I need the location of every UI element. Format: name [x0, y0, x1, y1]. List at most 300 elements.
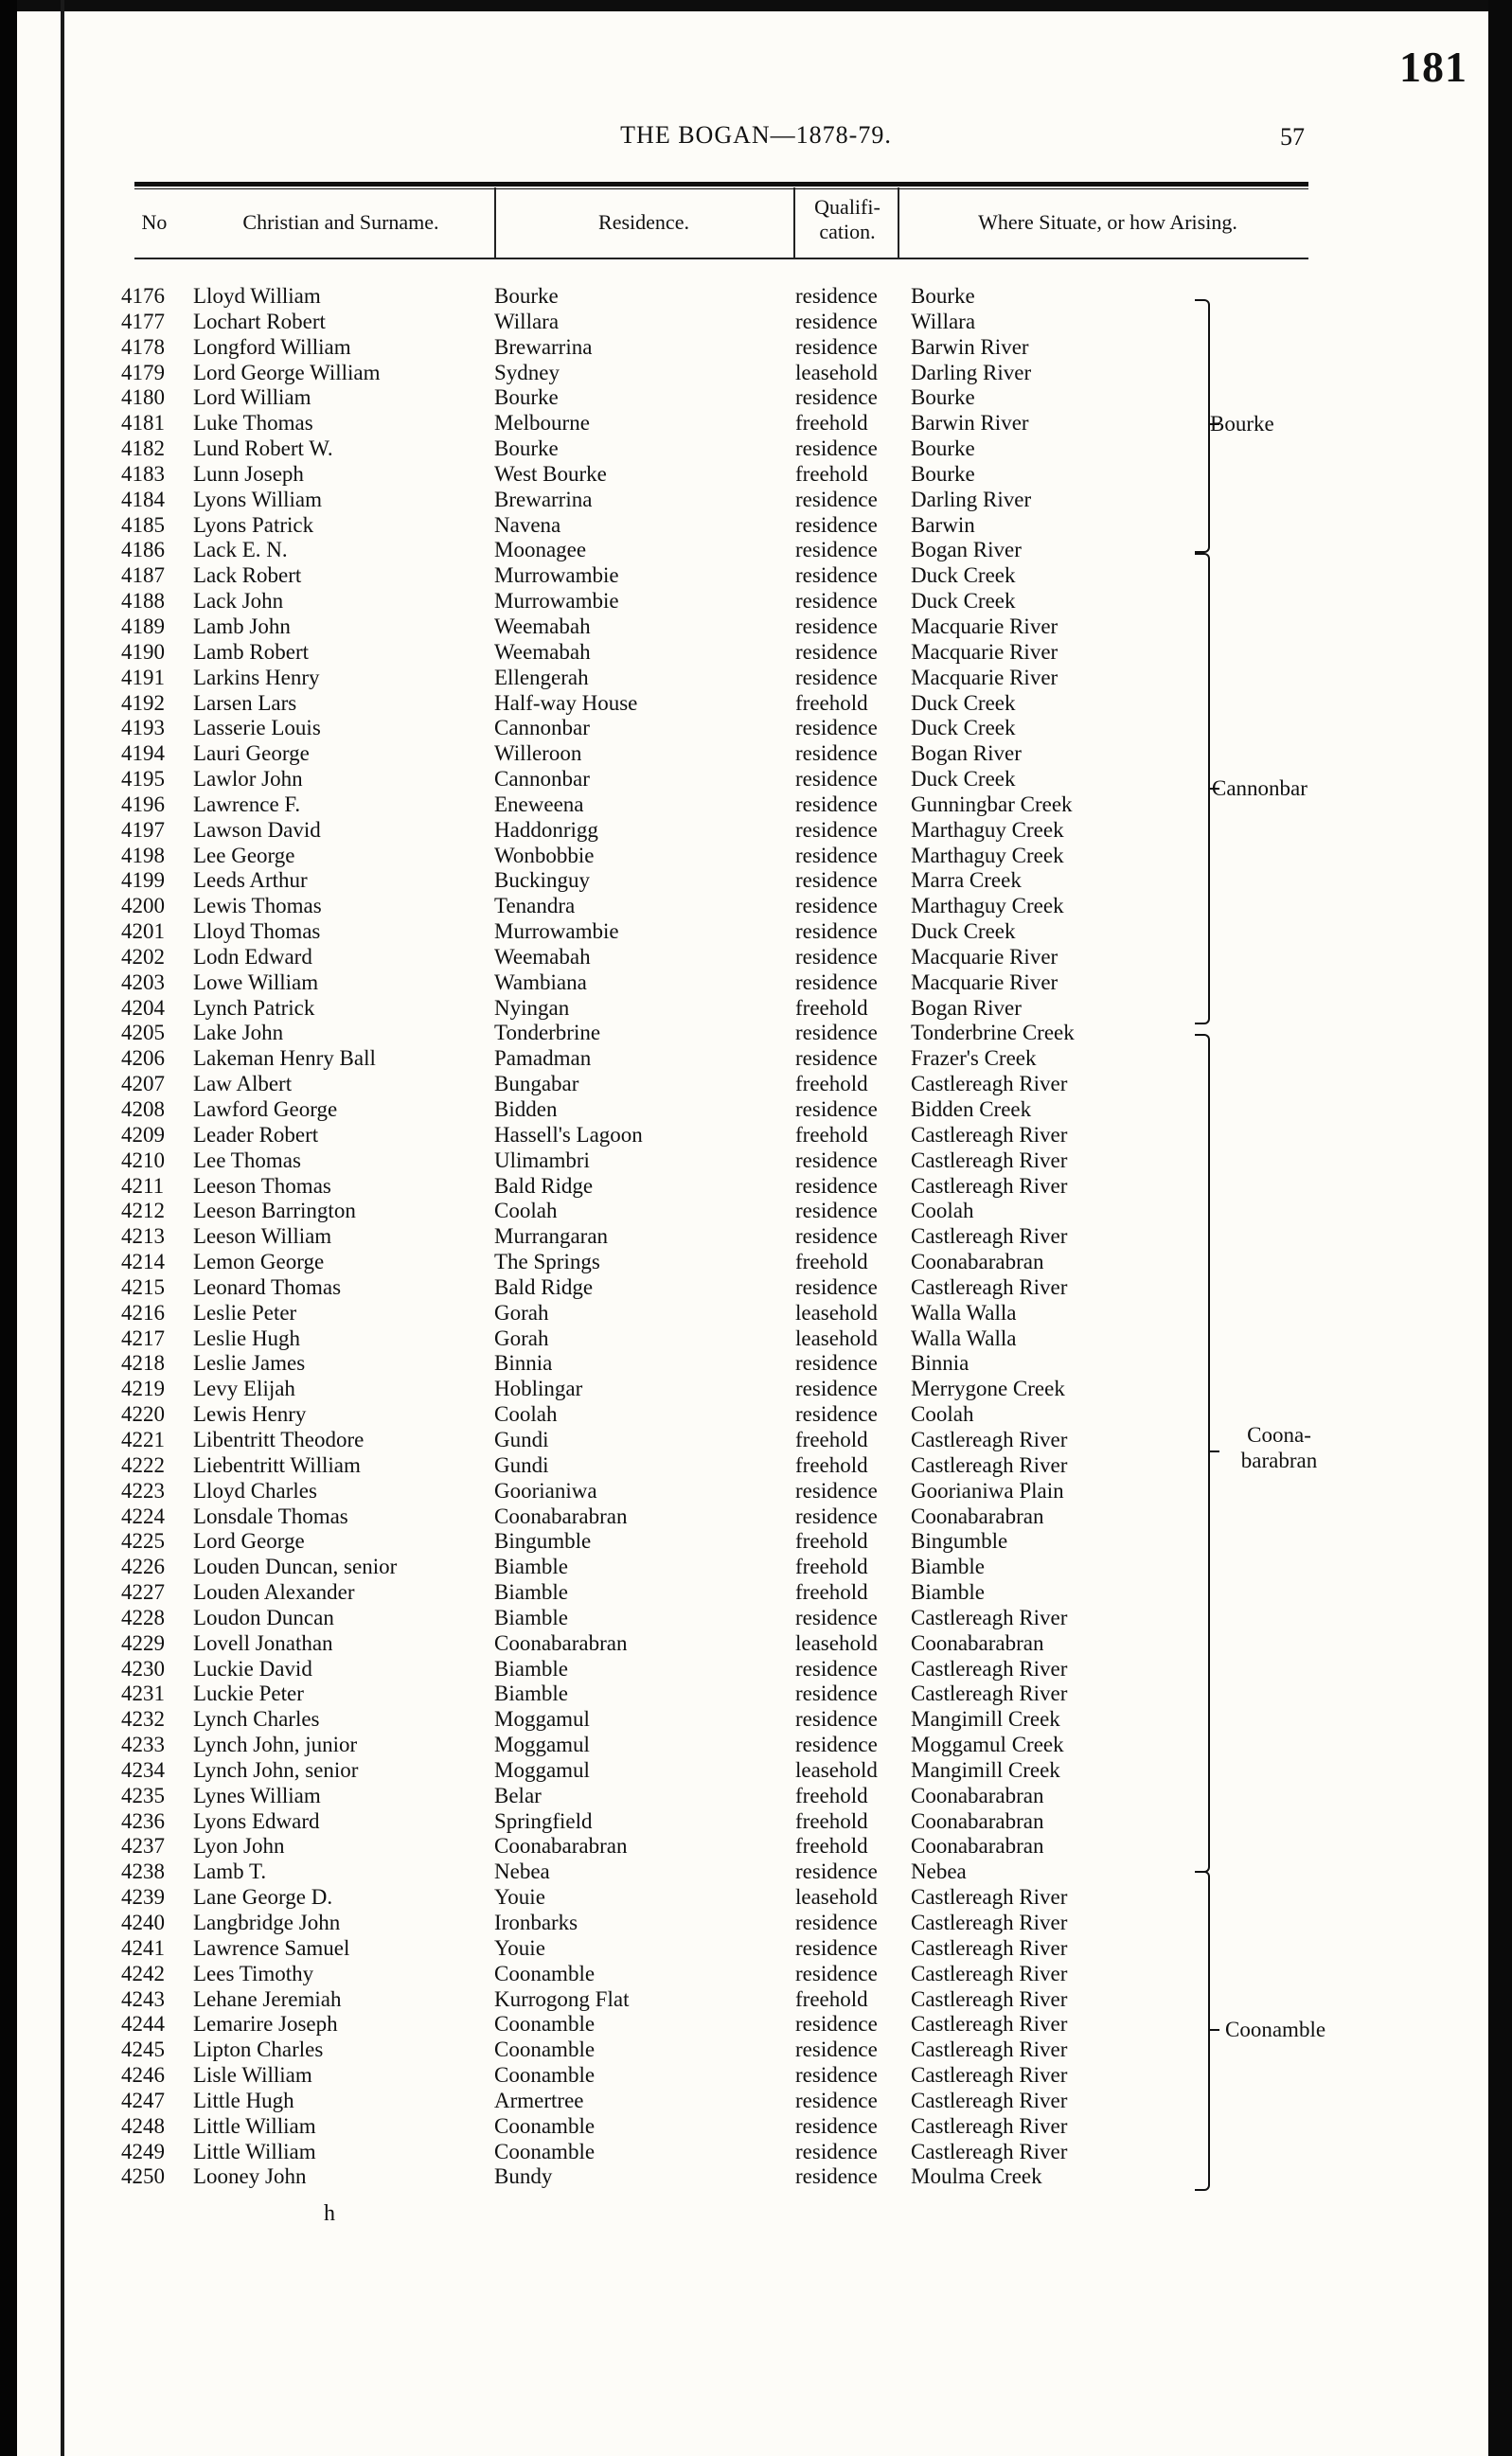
- table-row: [0, 996, 1512, 1022]
- entry-name: Lynes William: [193, 1783, 321, 1807]
- entry-qualification: residence: [795, 1504, 878, 1528]
- entry-residence: Bourke: [494, 436, 559, 461]
- entry-where-situate: Castlereagh River: [911, 2012, 1068, 2037]
- district-coonamble: Coonamble: [1225, 2018, 1326, 2041]
- entry-name: Lee George: [193, 843, 295, 867]
- entry-qualification: residence: [795, 1097, 878, 1121]
- entry-qualification: freehold: [795, 1808, 868, 1833]
- entry-name: Lunn Joseph: [193, 461, 304, 486]
- entry-number: 4193: [121, 716, 165, 740]
- entry-qualification: residence: [795, 792, 878, 816]
- entry-where-situate: Gunningbar Creek: [911, 792, 1073, 816]
- entry-name: Langbridge John: [193, 1911, 341, 1934]
- entry-residence: Coonamble: [494, 2063, 596, 2088]
- entry-name: Lewis Thomas: [193, 894, 322, 918]
- entry-where-situate: Castlereagh River: [911, 1986, 1068, 2011]
- header-top-rule: [134, 182, 1308, 187]
- table-row: [0, 1911, 1512, 1936]
- entry-number: 4228: [121, 1605, 165, 1629]
- entry-number: 4224: [121, 1504, 165, 1528]
- entry-number: 4204: [121, 995, 165, 1020]
- entry-where-situate: Barwin: [911, 512, 975, 537]
- table-row: [0, 2114, 1512, 2140]
- entry-number: 4199: [121, 868, 165, 893]
- entry-where-situate: Marthaguy Creek: [911, 817, 1064, 842]
- entry-residence: Hassell's Lagoon: [494, 1122, 643, 1147]
- entry-where-situate: Castlereagh River: [911, 2088, 1068, 2112]
- entry-qualification: residence: [795, 894, 878, 918]
- entry-where-situate: Moggamul Creek: [911, 1733, 1064, 1757]
- table-row: [0, 1885, 1512, 1911]
- entry-name: Lee Thomas: [193, 1148, 301, 1172]
- entry-name: Larsen Lars: [193, 690, 297, 715]
- entry-where-situate: Mangimill Creek: [911, 1757, 1060, 1782]
- entry-qualification: residence: [795, 665, 878, 689]
- table-row: [0, 1962, 1512, 1987]
- entry-where-situate: Coonabarabran: [911, 1504, 1044, 1528]
- header-where: Where Situate, or how Arising.: [978, 210, 1237, 234]
- entry-where-situate: Coonabarabran: [911, 1630, 1044, 1655]
- entry-residence: Wambiana: [494, 970, 587, 994]
- header-no: No: [141, 210, 168, 234]
- entry-name: Lipton Charles: [193, 2038, 324, 2062]
- entry-qualification: residence: [795, 767, 878, 792]
- entry-where-situate: Castlereagh River: [911, 1682, 1068, 1706]
- entry-where-situate: Frazer's Creek: [911, 1046, 1037, 1071]
- entry-qualification: residence: [795, 563, 878, 588]
- entry-where-situate: Castlereagh River: [911, 1122, 1068, 1147]
- entry-qualification: freehold: [795, 1783, 868, 1807]
- entry-number: 4232: [121, 1707, 165, 1732]
- table-row: [0, 818, 1512, 844]
- entry-name: Leslie James: [193, 1351, 306, 1376]
- entry-where-situate: Willara: [911, 309, 976, 333]
- entry-where-situate: Bogan River: [911, 538, 1022, 562]
- entry-where-situate: Macquarie River: [911, 639, 1058, 664]
- table-row: [0, 385, 1512, 411]
- brace-coonabarabran: [1195, 1034, 1210, 1873]
- table-row: [0, 563, 1512, 589]
- entry-qualification: residence: [795, 436, 878, 461]
- table-row: [0, 1326, 1512, 1352]
- entry-where-situate: Goorianiwa Plain: [911, 1478, 1064, 1503]
- entry-residence: Weemabah: [494, 639, 591, 664]
- entry-number: 4207: [121, 1072, 165, 1096]
- entry-residence: Buckinguy: [494, 868, 590, 893]
- entry-residence: Belar: [494, 1783, 542, 1807]
- table-row: [0, 1580, 1512, 1606]
- entry-name: Lloyd William: [193, 284, 321, 308]
- entry-residence: Sydney: [494, 360, 560, 384]
- entry-residence: Moonagee: [494, 538, 587, 562]
- entry-name: Lynch Charles: [193, 1707, 320, 1732]
- brace-tip: [1210, 2029, 1219, 2031]
- table-row: [0, 335, 1512, 361]
- table-row: [0, 1606, 1512, 1631]
- entry-residence: Wonbobbie: [494, 843, 595, 867]
- entry-name: Leonard Thomas: [193, 1274, 342, 1299]
- table-row: [0, 945, 1512, 970]
- district-coonabarabran: Coona-barabran: [1240, 1423, 1318, 1472]
- entry-qualification: residence: [795, 2139, 878, 2163]
- entry-name: Louden Duncan, senior: [193, 1555, 398, 1579]
- table-row: [0, 716, 1512, 741]
- entry-where-situate: Coolah: [911, 1199, 974, 1223]
- entry-where-situate: Bidden Creek: [911, 1097, 1032, 1121]
- table-row: [0, 894, 1512, 919]
- entry-where-situate: Castlereagh River: [911, 2139, 1068, 2163]
- entry-residence: Coolah: [494, 1199, 558, 1223]
- entry-qualification: freehold: [795, 1529, 868, 1554]
- entry-number: 4178: [121, 334, 165, 359]
- entry-qualification: residence: [795, 512, 878, 537]
- entry-number: 4202: [121, 944, 165, 969]
- entry-number: 4211: [121, 1173, 165, 1198]
- table-row: [0, 310, 1512, 335]
- entry-number: 4200: [121, 894, 165, 918]
- entry-residence: Bourke: [494, 385, 559, 410]
- table-row: [0, 1987, 1512, 2013]
- entry-qualification: residence: [795, 2088, 878, 2112]
- entry-name: Luckie David: [193, 1656, 312, 1681]
- entry-number: 4201: [121, 919, 165, 944]
- entry-where-situate: Biamble: [911, 1580, 985, 1605]
- entry-number: 4249: [121, 2139, 165, 2163]
- entry-qualification: residence: [795, 639, 878, 664]
- entry-qualification: residence: [795, 538, 878, 562]
- table-row: [0, 1072, 1512, 1097]
- entry-name: Lord George William: [193, 360, 381, 384]
- entry-residence: Hoblingar: [494, 1377, 583, 1401]
- entry-qualification: residence: [795, 1935, 878, 1960]
- entry-name: Louden Alexander: [193, 1580, 355, 1605]
- entry-where-situate: Binnia: [911, 1351, 969, 1376]
- entry-number: 4247: [121, 2088, 165, 2112]
- entry-residence: Youie: [494, 1885, 545, 1910]
- entry-residence: Moggamul: [494, 1757, 590, 1782]
- entry-number: 4191: [121, 665, 165, 689]
- entry-qualification: residence: [795, 1021, 878, 1045]
- entry-number: 4245: [121, 2038, 165, 2062]
- entry-number: 4195: [121, 767, 165, 792]
- entry-name: Liebentritt William: [193, 1452, 361, 1477]
- entry-where-situate: Castlereagh River: [911, 1072, 1068, 1096]
- entry-residence: Bourke: [494, 284, 559, 308]
- entry-number: 4206: [121, 1046, 165, 1071]
- entry-residence: Youie: [494, 1935, 545, 1960]
- table-row: [0, 1097, 1512, 1123]
- entry-residence: Coonamble: [494, 2113, 596, 2138]
- entry-qualification: residence: [795, 589, 878, 614]
- entry-number: 4248: [121, 2113, 165, 2138]
- table-row: [0, 1046, 1512, 1072]
- entry-residence: Ellengerah: [494, 665, 589, 689]
- entry-number: 4182: [121, 436, 165, 461]
- entry-where-situate: Macquarie River: [911, 665, 1058, 689]
- entry-residence: Biamble: [494, 1555, 568, 1579]
- entry-where-situate: Bogan River: [911, 995, 1022, 1020]
- entry-residence: Biamble: [494, 1656, 568, 1681]
- entry-where-situate: Castlereagh River: [911, 1935, 1068, 1960]
- table-row: [0, 1224, 1512, 1250]
- entry-qualification: residence: [795, 1682, 878, 1706]
- entry-number: 4215: [121, 1274, 165, 1299]
- entry-residence: Cannonbar: [494, 716, 590, 740]
- entry-qualification: residence: [795, 843, 878, 867]
- header-top-rule-thin: [134, 188, 1308, 189]
- table-row: [0, 1148, 1512, 1174]
- table-row: [0, 1555, 1512, 1580]
- entry-qualification: freehold: [795, 1986, 868, 2011]
- entry-name: Lemarire Joseph: [193, 2012, 338, 2037]
- entry-residence: Pamadman: [494, 1046, 592, 1071]
- entry-where-situate: Nebea: [911, 1860, 967, 1884]
- table-row: [0, 640, 1512, 666]
- entry-where-situate: Bingumble: [911, 1529, 1008, 1554]
- entry-number: 4236: [121, 1808, 165, 1833]
- table-row: [0, 1275, 1512, 1301]
- entry-residence: Bald Ridge: [494, 1173, 594, 1198]
- entry-name: Lodn Edward: [193, 944, 312, 969]
- entry-qualification: residence: [795, 1274, 878, 1299]
- entry-where-situate: Walla Walla: [911, 1326, 1017, 1350]
- entry-number: 4183: [121, 461, 165, 486]
- entry-number: 4187: [121, 563, 165, 588]
- entry-where-situate: Duck Creek: [911, 589, 1016, 614]
- entry-number: 4216: [121, 1300, 165, 1325]
- entry-residence: Gundi: [494, 1427, 549, 1451]
- entry-residence: Binnia: [494, 1351, 553, 1376]
- entry-qualification: freehold: [795, 1555, 868, 1579]
- table-row: [0, 1529, 1512, 1555]
- entry-where-situate: Coonabarabran: [911, 1834, 1044, 1859]
- entry-name: Lack Robert: [193, 563, 302, 588]
- entry-where-situate: Barwin River: [911, 411, 1029, 436]
- entry-qualification: residence: [795, 919, 878, 944]
- table-row: [0, 488, 1512, 513]
- entry-residence: Bungabar: [494, 1072, 579, 1096]
- entry-where-situate: Castlereagh River: [911, 1961, 1068, 1985]
- entry-residence: Willara: [494, 309, 560, 333]
- entry-number: 4196: [121, 792, 165, 816]
- entry-residence: Willeroon: [494, 741, 582, 766]
- entry-number: 4229: [121, 1630, 165, 1655]
- entry-residence: Nebea: [494, 1860, 550, 1884]
- entry-name: Leslie Peter: [193, 1300, 297, 1325]
- entry-qualification: residence: [795, 284, 878, 308]
- table-row: [0, 741, 1512, 767]
- entry-where-situate: Macquarie River: [911, 614, 1058, 638]
- table-row: [0, 919, 1512, 945]
- entry-qualification: residence: [795, 1148, 878, 1172]
- table-row: [0, 284, 1512, 310]
- table-row: [0, 1021, 1512, 1046]
- entry-number: 4237: [121, 1834, 165, 1859]
- table-row: [0, 2140, 1512, 2165]
- entry-residence: Eneweena: [494, 792, 584, 816]
- entry-qualification: freehold: [795, 1580, 868, 1605]
- entry-name: Lord William: [193, 385, 311, 410]
- entry-residence: Murrowambie: [494, 589, 619, 614]
- entry-residence: Bingumble: [494, 1529, 592, 1554]
- entry-where-situate: Moulma Creek: [911, 2164, 1042, 2189]
- entry-name: Leeson Barrington: [193, 1199, 356, 1223]
- table-row: [0, 1733, 1512, 1758]
- entry-number: 4209: [121, 1122, 165, 1147]
- entry-number: 4225: [121, 1529, 165, 1554]
- table-row: [0, 513, 1512, 539]
- entry-where-situate: Biamble: [911, 1555, 985, 1579]
- entry-qualification: residence: [795, 944, 878, 969]
- entry-number: 4179: [121, 360, 165, 384]
- entry-where-situate: Castlereagh River: [911, 2063, 1068, 2088]
- entry-name: Larkins Henry: [193, 665, 320, 689]
- entry-where-situate: Duck Creek: [911, 716, 1016, 740]
- entry-number: 4230: [121, 1656, 165, 1681]
- entry-residence: The Springs: [494, 1250, 600, 1274]
- entry-qualification: residence: [795, 817, 878, 842]
- entry-name: Lowe William: [193, 970, 319, 994]
- entry-qualification: residence: [795, 970, 878, 994]
- entry-where-situate: Bourke: [911, 385, 975, 410]
- entry-name: Loudon Duncan: [193, 1605, 334, 1629]
- entry-name: Lawlor John: [193, 767, 303, 792]
- entry-number: 4214: [121, 1250, 165, 1274]
- entry-name: Lawrence Samuel: [193, 1935, 350, 1960]
- entry-qualification: residence: [795, 1402, 878, 1427]
- entry-where-situate: Duck Creek: [911, 563, 1016, 588]
- entry-number: 4226: [121, 1555, 165, 1579]
- entry-residence: Murrowambie: [494, 563, 619, 588]
- entry-residence: Coonabarabran: [494, 1834, 628, 1859]
- entry-qualification: residence: [795, 614, 878, 638]
- table-row: [0, 868, 1512, 894]
- entry-number: 4197: [121, 817, 165, 842]
- entry-where-situate: Castlereagh River: [911, 2038, 1068, 2062]
- entry-name: Lees Timothy: [193, 1961, 314, 1985]
- entry-where-situate: Duck Creek: [911, 919, 1016, 944]
- entry-qualification: freehold: [795, 1122, 868, 1147]
- entry-residence: Melbourne: [494, 411, 590, 436]
- entry-qualification: residence: [795, 2063, 878, 2088]
- brace-coonamble: [1195, 1871, 1210, 2191]
- entry-name: Lemon George: [193, 1250, 325, 1274]
- table-row: [0, 2089, 1512, 2114]
- entry-number: 4181: [121, 411, 165, 436]
- entry-number: 4217: [121, 1326, 165, 1350]
- table-row: [0, 1631, 1512, 1657]
- table-row: [0, 538, 1512, 563]
- entry-number: 4208: [121, 1097, 165, 1121]
- entry-qualification: residence: [795, 1733, 878, 1757]
- entry-qualification: freehold: [795, 1072, 868, 1096]
- entry-residence: Coonamble: [494, 2038, 596, 2062]
- entry-qualification: residence: [795, 716, 878, 740]
- entry-where-situate: Barwin River: [911, 334, 1029, 359]
- header-divider: [494, 187, 496, 258]
- page-number: 57: [1280, 123, 1305, 151]
- entry-where-situate: Castlereagh River: [911, 1274, 1068, 1299]
- entry-number: 4184: [121, 487, 165, 511]
- entry-name: Lawrence F.: [193, 792, 301, 816]
- entry-where-situate: Duck Creek: [911, 690, 1016, 715]
- entry-number: 4238: [121, 1860, 165, 1884]
- entry-where-situate: Castlereagh River: [911, 2113, 1068, 2138]
- entry-qualification: residence: [795, 1605, 878, 1629]
- entry-where-situate: Coonabarabran: [911, 1783, 1044, 1807]
- entry-qualification: residence: [795, 1478, 878, 1503]
- entry-number: 4223: [121, 1478, 165, 1503]
- entry-where-situate: Castlereagh River: [911, 1605, 1068, 1629]
- entry-qualification: residence: [795, 2012, 878, 2037]
- handwritten-folio-number: 181: [1399, 43, 1468, 91]
- entry-residence: Coonabarabran: [494, 1630, 628, 1655]
- entry-number: 4246: [121, 2063, 165, 2088]
- entry-number: 4219: [121, 1377, 165, 1401]
- entry-number: 4210: [121, 1148, 165, 1172]
- table-row: [0, 614, 1512, 640]
- table-row: [0, 691, 1512, 717]
- entry-residence: Tenandra: [494, 894, 576, 918]
- brace-tip: [1210, 1450, 1219, 1452]
- entry-name: Lehane Jeremiah: [193, 1986, 342, 2011]
- entry-name: Lyons Patrick: [193, 512, 314, 537]
- entry-where-situate: Mangimill Creek: [911, 1707, 1060, 1732]
- entry-residence: Springfield: [494, 1808, 593, 1833]
- entry-where-situate: Macquarie River: [911, 970, 1058, 994]
- entry-where-situate: Bourke: [911, 436, 975, 461]
- entry-qualification: leasehold: [795, 360, 878, 384]
- entry-number: 4194: [121, 741, 165, 766]
- entry-name: Libentritt Theodore: [193, 1427, 365, 1451]
- entry-residence: Gorah: [494, 1326, 549, 1350]
- entry-residence: Bundy: [494, 2164, 553, 2189]
- entry-number: 4212: [121, 1199, 165, 1223]
- entry-qualification: leasehold: [795, 1757, 878, 1782]
- entry-residence: Nyingan: [494, 995, 570, 1020]
- entry-residence: Gundi: [494, 1452, 549, 1477]
- entry-qualification: freehold: [795, 411, 868, 436]
- entry-name: Lamb Robert: [193, 639, 309, 664]
- entry-name: Lloyd Charles: [193, 1478, 317, 1503]
- entry-number: 4180: [121, 385, 165, 410]
- entry-residence: Bald Ridge: [494, 1274, 594, 1299]
- entry-qualification: residence: [795, 334, 878, 359]
- table-row: [0, 411, 1512, 436]
- entry-name: Lloyd Thomas: [193, 919, 321, 944]
- entry-name: Lyon John: [193, 1834, 285, 1859]
- entry-residence: Weemabah: [494, 614, 591, 638]
- entry-where-situate: Marra Creek: [911, 868, 1022, 893]
- table-row: [0, 1504, 1512, 1530]
- table-row: [0, 1199, 1512, 1224]
- entry-qualification: residence: [795, 1961, 878, 1985]
- entry-number: 4242: [121, 1961, 165, 1985]
- table-row: [0, 1351, 1512, 1377]
- entry-qualification: freehold: [795, 690, 868, 715]
- entry-number: 4190: [121, 639, 165, 664]
- entry-where-situate: Castlereagh River: [911, 1224, 1068, 1249]
- entry-qualification: leasehold: [795, 1630, 878, 1655]
- entry-name: Lovell Jonathan: [193, 1630, 333, 1655]
- table-row: [0, 1707, 1512, 1733]
- table-row: [0, 970, 1512, 996]
- entry-number: 4192: [121, 690, 165, 715]
- entry-residence: Tonderbrine: [494, 1021, 601, 1045]
- entry-residence: Navena: [494, 512, 561, 537]
- entry-qualification: freehold: [795, 461, 868, 486]
- entry-residence: Gorah: [494, 1300, 549, 1325]
